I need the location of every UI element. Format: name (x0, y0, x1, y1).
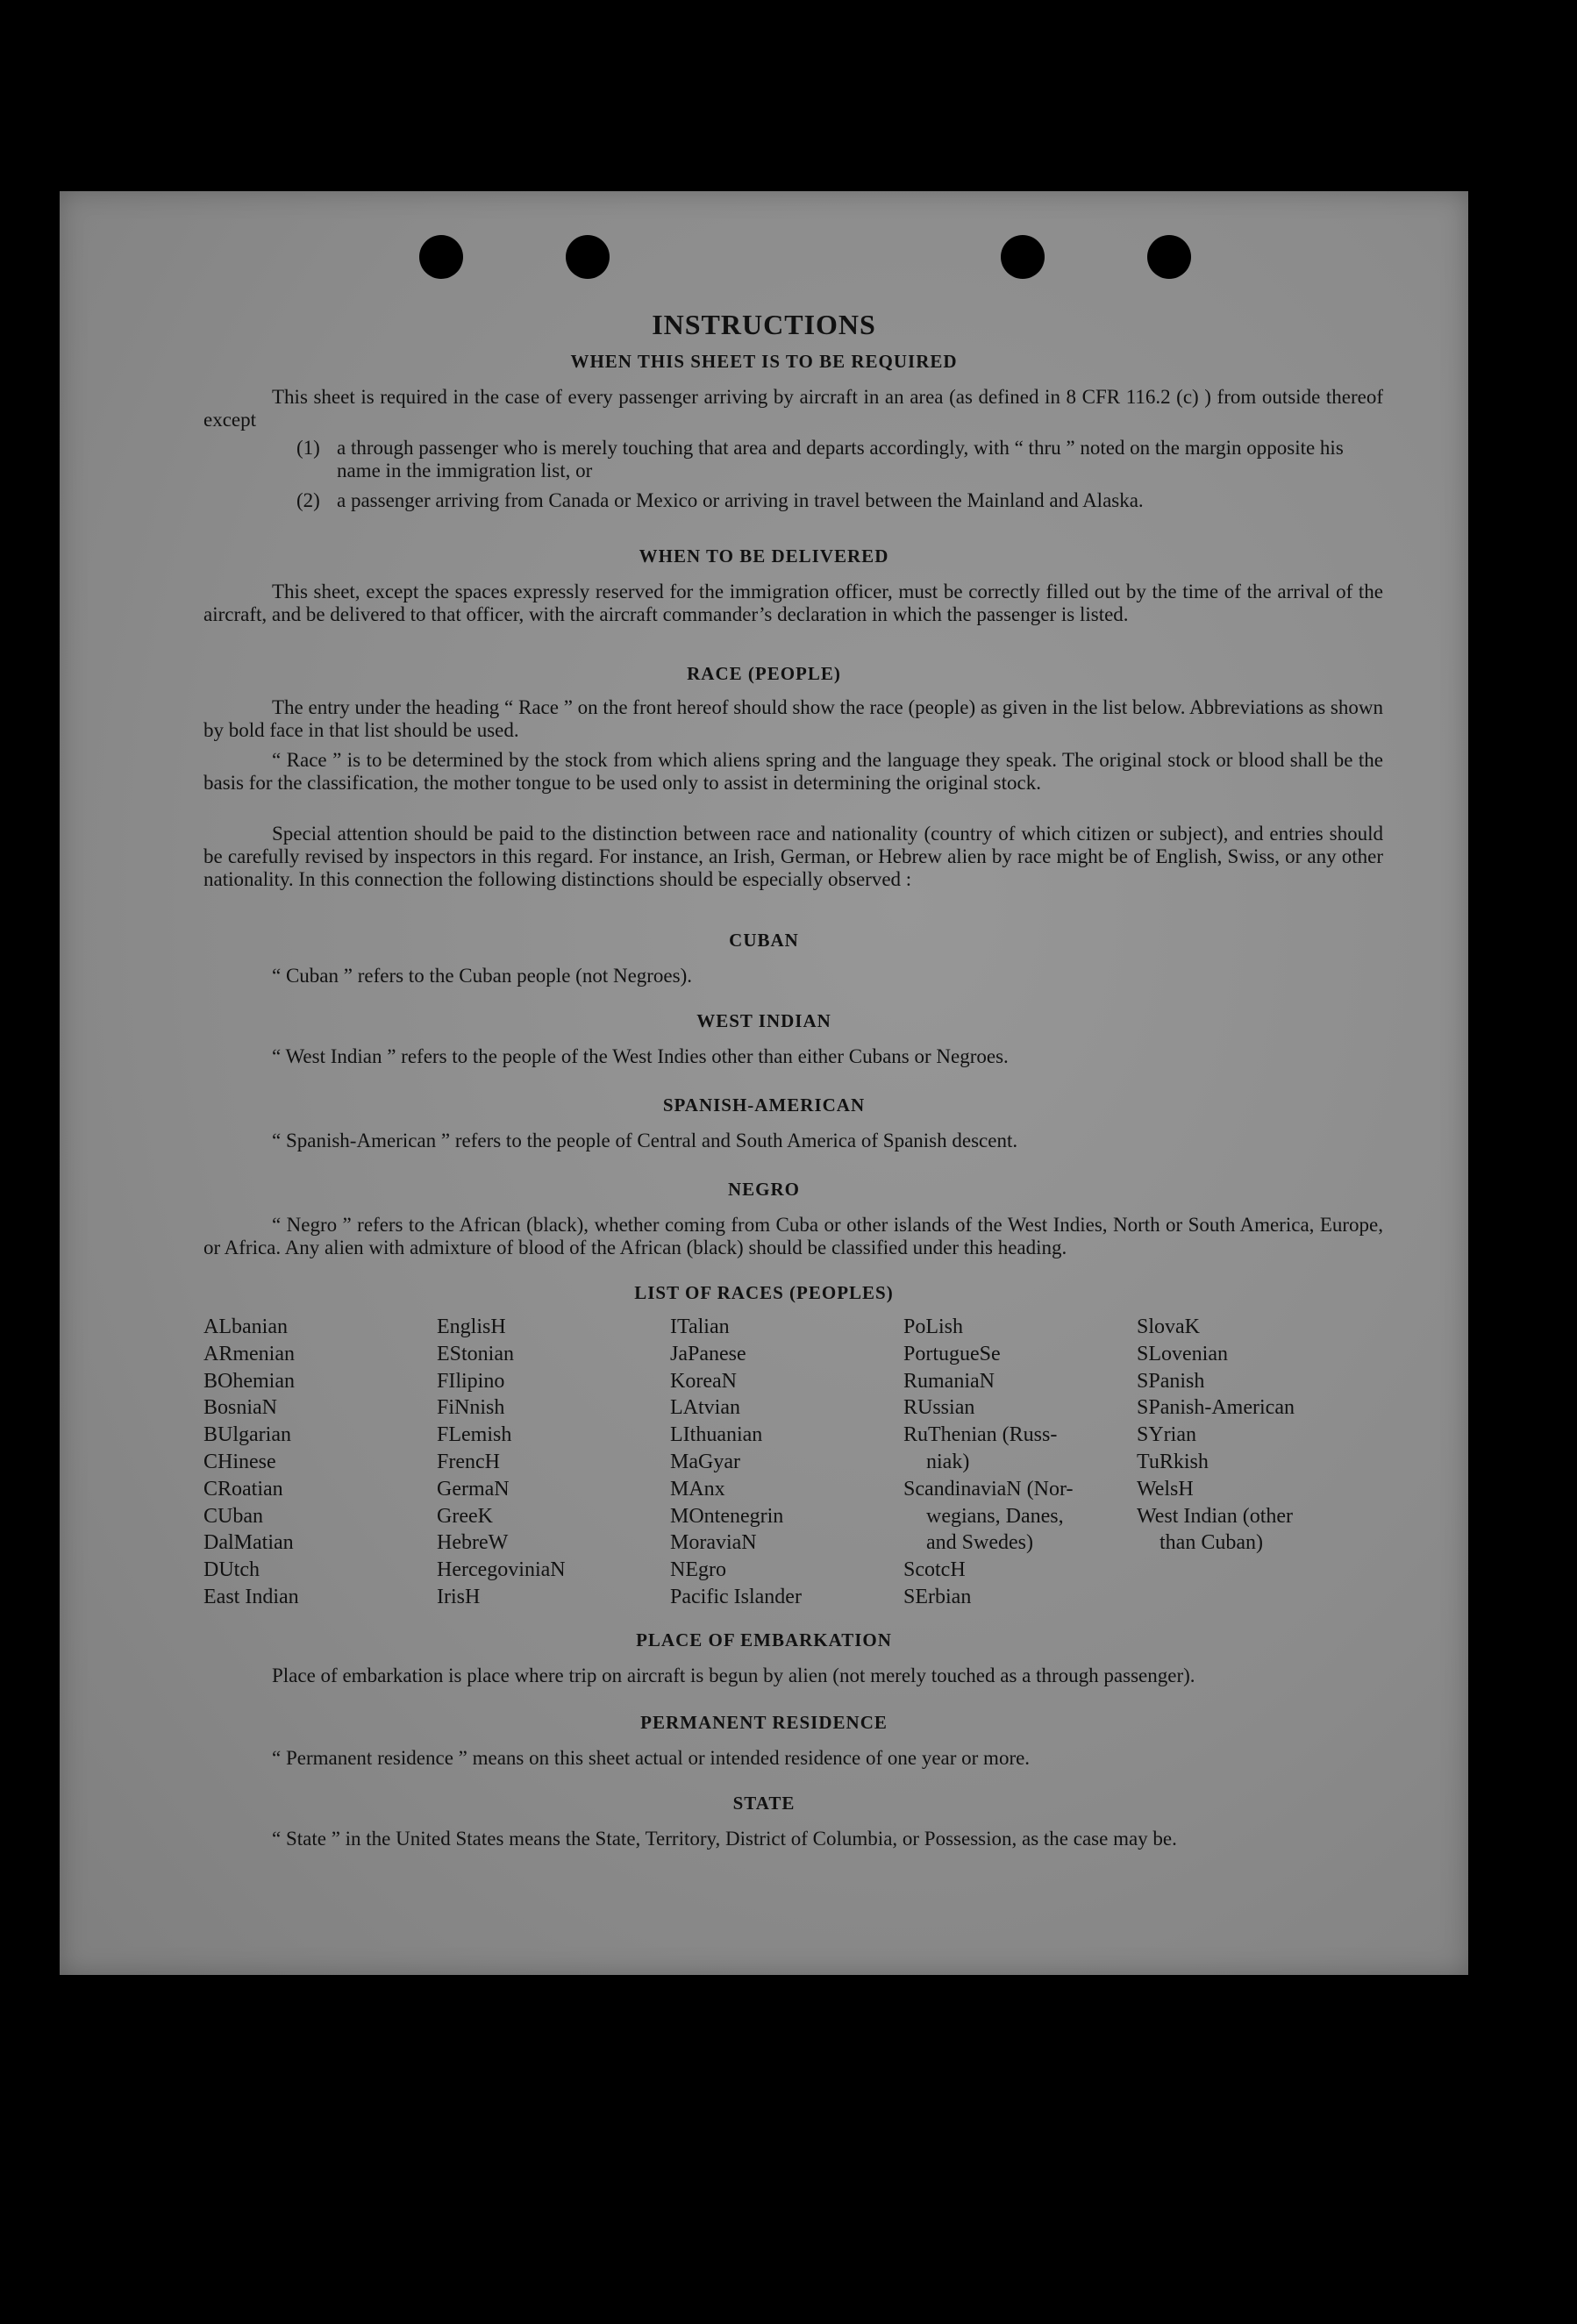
race-column-4 (903, 1314, 1073, 1611)
race-column-5 (1137, 1314, 1295, 1557)
race-entry: DalMatian (203, 1531, 294, 1555)
race-entry: LAtvian (670, 1396, 740, 1420)
race-entry: EnglisH (437, 1315, 506, 1338)
race-entry: MoraviaN (670, 1531, 757, 1555)
heading-residence: PERMANENT RESIDENCE (640, 1712, 888, 1733)
heading-when-delivered: WHEN TO BE DELIVERED (639, 545, 889, 567)
race-entry: CRoatian (203, 1477, 283, 1501)
instruction-sheet (60, 191, 1468, 1975)
negro-text: “ Negro ” refers to the African (black), whether coming from Cuba or other islands of the West Indies, North or South America, Europe, or Africa. Any alien with admixture of blood of the African (black) should be classified under this heading. (203, 1214, 1383, 1258)
race-entry: SlovaK (1137, 1315, 1200, 1338)
heading-negro: NEGRO (727, 1179, 800, 1200)
race-entry: West Indian (other (1137, 1504, 1294, 1528)
race-entry: MaGyar (670, 1450, 740, 1473)
exception-item-2 (296, 489, 1383, 512)
race-entry: TuRkish (1137, 1450, 1209, 1473)
race-column-1 (203, 1314, 299, 1611)
race-entry: RuThenian (Russ- (903, 1423, 1058, 1447)
race-entry: CUban (203, 1504, 263, 1528)
race-entry: KoreaN (670, 1369, 737, 1393)
punch-hole (1001, 235, 1045, 279)
heading-embarkation: PLACE OF EMBARKATION (636, 1629, 892, 1650)
exception-item-1 (296, 437, 1383, 482)
race-entry: ITalian (670, 1315, 730, 1338)
race-entry: EStonian (437, 1342, 514, 1365)
heading-when-required: WHEN THIS SHEET IS TO BE REQUIRED (570, 351, 958, 372)
west-indian-text: “ West Indian ” refers to the people of the West Indies other than either Cubans or Negroes. (272, 1045, 1009, 1067)
race-entry: FLemish (437, 1423, 512, 1447)
race-paragraph-3: Special attention should be paid to the distinction between race and nationality (country of which citizen or subject), and entries should be carefully revised by inspectors in this regard. For instance, an Irish, German, or Hebrew alien by race might be of English, Swiss, or any other nationality. In this connection the following distinctions should be especially observed : (203, 823, 1383, 890)
race-entry: niak) (926, 1450, 970, 1473)
race-entry: FIlipino (437, 1369, 505, 1393)
race-entry: SLovenian (1137, 1342, 1228, 1365)
race-entry: ScandinaviaN (Nor- (903, 1477, 1074, 1501)
when-required-text: This sheet is required in the case of every passenger arriving by aircraft in an area (as defined in 8 CFR 116.2 (c) ) from outside thereof except (203, 386, 1383, 431)
spanish-american-text: “ Spanish-American ” refers to the people of Central and South America of Spanish descent. (272, 1130, 1018, 1151)
race-paragraph-1: The entry under the heading “ Race ” on the front hereof should show the race (people) as given in the list below. Abbreviations as shown by bold face in that list should be used. (203, 696, 1383, 741)
race-entry: DUtch (203, 1558, 260, 1582)
when-delivered-text: This sheet, except the spaces expressly reserved for the immigration officer, must be correctly filled out by the time of the arrival of the aircraft, and be delivered to that officer, with the aircraft commander’s declaration in which the passenger is listed. (203, 581, 1383, 625)
race-entry: and Swedes) (926, 1531, 1033, 1555)
race-entry: WelsH (1137, 1477, 1194, 1501)
item-number: (2) (296, 489, 320, 511)
punch-hole (1147, 235, 1191, 279)
heading-list-of-races: LIST OF RACES (PEOPLES) (634, 1282, 894, 1303)
residence-text: “ Permanent residence ” means on this sheet actual or intended residence of one year or more. (272, 1747, 1031, 1769)
heading-cuban: CUBAN (729, 930, 799, 951)
race-entry: ARmenian (203, 1342, 295, 1365)
race-entry: SErbian (903, 1585, 972, 1608)
race-entry: FrencH (437, 1450, 500, 1473)
race-entry: HercegoviniaN (437, 1558, 566, 1582)
race-entry: LIthuanian (670, 1423, 763, 1447)
cuban-text: “ Cuban ” refers to the Cuban people (not Negroes). (272, 965, 693, 987)
race-entry: FiNnish (437, 1396, 505, 1420)
race-entry: JaPanese (670, 1342, 746, 1365)
heading-state: STATE (732, 1793, 796, 1814)
embarkation-text: Place of embarkation is place where trip on aircraft is begun by alien (not merely touched as a through passenger). (272, 1665, 1195, 1686)
race-entry: NEgro (670, 1558, 726, 1582)
race-entry: ALbanian (203, 1315, 288, 1338)
race-entry: SPanish (1137, 1369, 1205, 1393)
heading-west-indian: WEST INDIAN (696, 1010, 831, 1031)
race-entry: BosniaN (203, 1396, 277, 1420)
race-entry: SPanish-American (1137, 1396, 1295, 1420)
page-title: INSTRUCTIONS (652, 309, 876, 340)
race-entry: BUlgarian (203, 1423, 291, 1447)
race-entry: ScotcH (903, 1558, 966, 1582)
race-entry: CHinese (203, 1450, 276, 1473)
item-text: a passenger arriving from Canada or Mexico or arriving in travel between the Mainland and Alaska. (337, 489, 1144, 511)
race-entry: RumaniaN (903, 1369, 995, 1393)
race-entry: PoLish (903, 1315, 964, 1338)
race-entry: GreeK (437, 1504, 493, 1528)
race-column-3 (670, 1314, 802, 1611)
race-entry: RUssian (903, 1396, 975, 1420)
race-entry: East Indian (203, 1585, 299, 1608)
heading-spanish-american: SPANISH-AMERICAN (662, 1094, 866, 1116)
item-number: (1) (296, 437, 320, 459)
race-entry: than Cuban) (1160, 1531, 1263, 1555)
heading-race: RACE (PEOPLE) (687, 663, 841, 684)
race-paragraph-2: “ Race ” is to be determined by the stock from which aliens spring and the language they speak. The original stock or blood shall be the basis for the classification, the mother tongue to be used only to assist in determining the original stock. (203, 749, 1383, 794)
race-column-2 (437, 1314, 566, 1611)
race-list (203, 1314, 1383, 1608)
race-entry: IrisH (437, 1585, 481, 1608)
race-entry: Pacific Islander (670, 1585, 802, 1608)
item-text: a through passenger who is merely touching that area and departs accordingly, with “ thru ” noted on the margin opposite his name in the immigration list, or (337, 437, 1344, 481)
race-entry: GermaN (437, 1477, 510, 1501)
race-entry: SYrian (1137, 1423, 1196, 1447)
race-entry: wegians, Danes, (926, 1504, 1064, 1528)
race-entry: HebreW (437, 1531, 509, 1555)
race-entry: PortugueSe (903, 1342, 1001, 1365)
punch-hole (566, 235, 610, 279)
punch-hole (419, 235, 463, 279)
race-entry: BOhemian (203, 1369, 295, 1393)
race-entry: MAnx (670, 1477, 725, 1501)
state-text: “ State ” in the United States means the State, Territory, District of Columbia, or Possession, as the case may be. (272, 1828, 1177, 1850)
race-entry: MOntenegrin (670, 1504, 784, 1528)
